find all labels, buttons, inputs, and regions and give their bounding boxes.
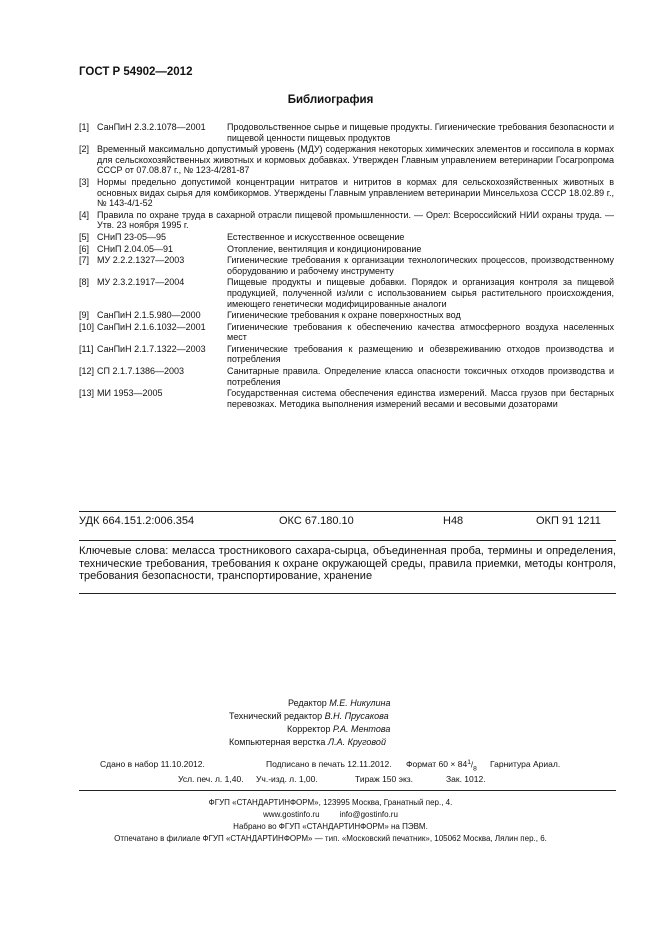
entry-code: СанПиН 2.3.2.1078—2001 [97, 122, 206, 132]
bibliography-entry [79, 244, 614, 255]
bibliography-title: Библиография [287, 94, 374, 106]
entry-text: Пищевые продукты и пищевые добавки. Порядок и организация контроля за пищевой продукцией, полученной из/или с использованием сырья растительного происхождения, имеющего генетически модифицированные аналоги [227, 277, 614, 309]
signed-date: Подписано в печать 12.11.2012. [266, 759, 392, 769]
format-fraction: $^1/_8$ [467, 759, 477, 773]
bibliography-entry [79, 210, 614, 231]
bibliography-entry [79, 122, 614, 143]
entry-code: СанПиН 2.1.7.1322—2003 [97, 343, 206, 354]
entry-code: СанПиН 2.1.6.1032—2001 [97, 321, 206, 332]
publisher-footer [0, 797, 661, 845]
bibliography-entry [79, 144, 614, 176]
bibliography-list [79, 122, 614, 410]
tech-editor-line [229, 710, 389, 723]
print-sheets: Усл. печ. л. 1,40. [178, 774, 244, 784]
entry-code: СП 2.1.7.1386—2003 [97, 366, 185, 377]
entry-code: СанПиН 2.1.5.980—2000 [97, 310, 201, 321]
entry-number: [6] [79, 243, 90, 254]
email-link[interactable]: info@gostinfo.ru [339, 810, 398, 819]
printed-note: Отпечатано в филиале ФГУП «СТАНДАРТИНФОРМ» — тип. «Московский печатник», 105062 Москва, Лялин пер., 6. [114, 834, 547, 843]
layout-label: Компьютерная верстка [229, 737, 326, 747]
edu-sheets: Уч.-изд. л. 1,00. [256, 774, 318, 784]
entry-number: [5] [79, 231, 90, 242]
entry-number: [8] [79, 277, 90, 288]
bibliography-entry [79, 388, 614, 409]
entry-code: МУ 2.3.2.1917—2004 [97, 277, 185, 288]
order-number: Зак. 1012. [446, 774, 486, 784]
entry-text: Гигиенические требования к обеспечению качества атмосферного воздуха населенных мест [227, 321, 614, 343]
entry-number: [10] [79, 321, 95, 332]
corrector-line [287, 723, 390, 736]
bibliography-entry [79, 255, 614, 276]
entry-text: Гигиенические требования к организации технологических процессов, производственному оборудованию и рабочему инструменту [227, 255, 614, 276]
entry-code: МИ 1953—2005 [97, 388, 163, 399]
entry-number: [11] [79, 343, 94, 354]
entry-number: [9] [79, 310, 90, 321]
format-info: Формат 60 × 84 $^1/_8$ [406, 759, 477, 773]
entry-text: Продовольственное сырье и пищевые продукты. Гигиенические требования безопасности и пищевой ценности пищевых продуктов [227, 122, 614, 143]
bibliography-entry [79, 277, 614, 309]
typeset-note: Набрано во ФГУП «СТАНДАРТИНФОРМ» на ПЭВМ. [233, 822, 428, 831]
layout-name: Л.А. Круговой [327, 737, 386, 747]
entry-text: Естественное и искусственное освещение [227, 231, 405, 242]
bibliography-entry [79, 310, 614, 321]
keywords: Ключевые слова: меласса тростникового сахара-сырца, объединенная проба, термины и определения, технические требования, требования к охране окружающей среды, правила приемки, методы контроля, требования безопасности, транспортирование, хранение [79, 545, 616, 583]
entry-number: [3] [79, 176, 90, 187]
divider-top [79, 511, 616, 512]
tech-editor-label: Технический редактор [229, 711, 323, 721]
font-info: Гарнитура Ариал. [490, 759, 561, 769]
entry-text: Нормы предельно допустимой концентрации нитратов и нитритов в кормах для сельскохозяйственных животных в основных видах сырья для комбикормов. Утверждены Главным управлением ветеринарии Минсельхоза СССР 18.02.89 г., № 143-4/1-52 [97, 176, 614, 209]
bibliography-entry [79, 366, 614, 387]
entry-number: [7] [79, 255, 90, 266]
document-code: ГОСТ Р 54902—2012 [79, 66, 193, 78]
entry-code: СНиП 23-05—95 [97, 231, 167, 242]
publisher-contacts [0, 809, 661, 821]
corrector-label: Корректор [287, 724, 331, 734]
divider-classification [79, 540, 616, 541]
bibliography-entry [79, 344, 614, 365]
entry-text: Гигиенические требования к охране поверхностных вод [227, 310, 461, 321]
entry-number: [13] [79, 388, 95, 399]
divider-footer [79, 790, 616, 791]
entry-number: [1] [79, 122, 90, 132]
h-code: Н48 [443, 515, 464, 527]
udk-code: УДК 664.151.2:006.354 [79, 515, 195, 527]
divider-keywords [79, 593, 616, 594]
bibliography-entry [79, 322, 614, 343]
entry-text: Отопление, вентиляция и кондиционирование [227, 243, 422, 254]
website-link[interactable]: www.gostinfo.ru [263, 810, 320, 819]
layout-line [229, 736, 386, 749]
copies: Тираж 150 экз. [355, 774, 414, 784]
tech-editor-name: В.Н. Прусакова [324, 711, 389, 721]
publisher-address: ФГУП «СТАНДАРТИНФОРМ», 123995 Москва, Гранатный пер., 4. [208, 798, 453, 807]
entry-text: Гигиенические требования к размещению и обезвреживанию отходов производства и потребления [227, 343, 614, 365]
entry-number: [4] [79, 209, 90, 220]
bibliography-entry [79, 232, 614, 243]
editor-name: М.Е. Никулина [329, 698, 391, 708]
entry-text: Правила по охране труда в сахарной отрасли пищевой промышленности. — Орел: Всероссийский НИИ охраны труда. — Утв. 23 ноября 1995 г. [97, 209, 614, 231]
entry-text: Временный максимально допустимый уровень (МДУ) содержания некоторых химических элементов и госсипола в кормах для сельскохозяйственных животных и кормовых добавках. Утвержден Главным управлением ветеринарии Госагропрома СССР от 07.08.87 г., № 123-4/281-87 [97, 144, 614, 176]
bibliography-entry [79, 177, 614, 209]
entry-text: Санитарные правила. Определение класса опасности токсичных отходов производства и потребления [227, 366, 614, 387]
entry-number: [2] [79, 144, 90, 155]
okp-code: ОКП 91 1211 [536, 515, 601, 527]
entry-text: Государственная система обеспечения единства измерений. Масса грузов при бестарных перевозках. Методика выполнения измерений весами и весовыми дозаторами [227, 388, 614, 409]
editor-label: Редактор [288, 698, 327, 708]
editor-line [288, 697, 390, 710]
oks-code: ОКС 67.180.10 [279, 515, 354, 527]
entry-number: [12] [79, 366, 95, 377]
entry-code: СНиП 2.04.05—91 [97, 243, 174, 254]
entry-code: МУ 2.2.2.1327—2003 [97, 255, 185, 266]
sent-date: Сдано в набор 11.10.2012. [100, 759, 205, 769]
corrector-name: Р.А. Ментова [332, 724, 391, 734]
